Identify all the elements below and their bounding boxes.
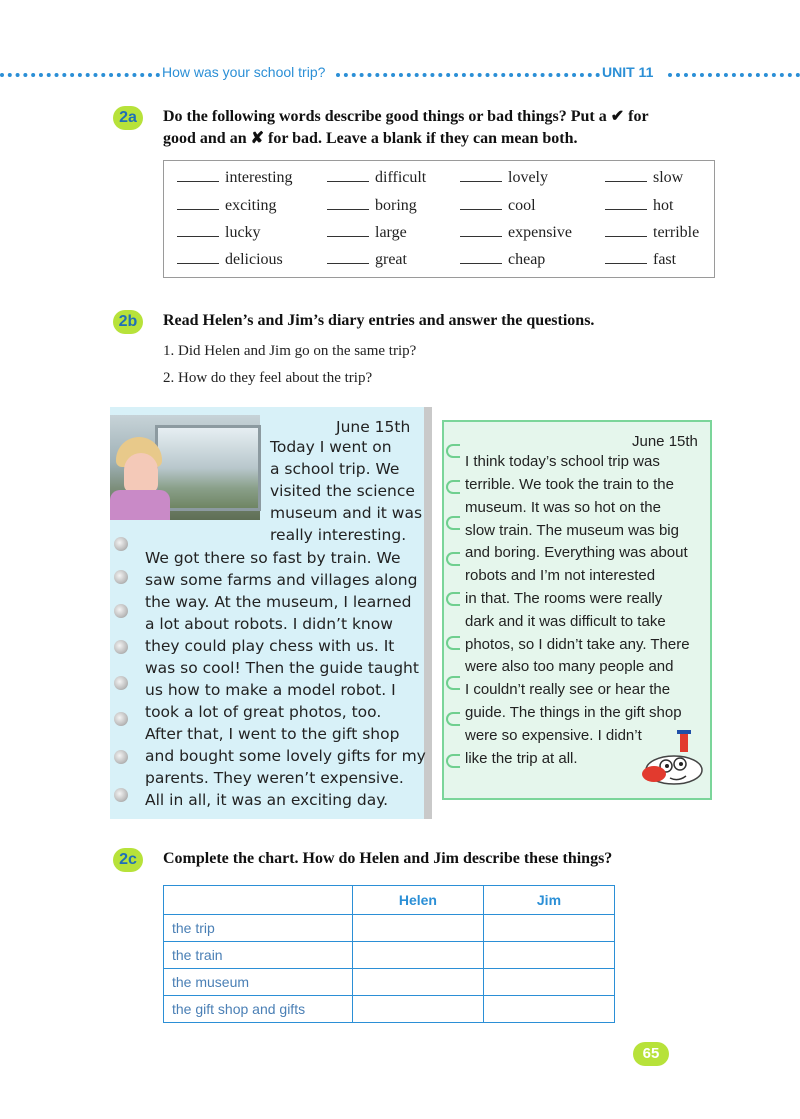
answer-blank[interactable] [460, 224, 502, 237]
page-number: 65 [633, 1042, 669, 1066]
spiral-hook-icon [446, 712, 460, 726]
jim-diary-line: museum. It was so hot on the [465, 499, 661, 516]
spiral-hook-icon [446, 516, 460, 530]
answer-blank[interactable] [605, 251, 647, 264]
word-item[interactable]: boring [327, 197, 417, 215]
helen-diary-line: museum and it was [270, 504, 423, 522]
helen-diary-line: was so cool! Then the guide taught [145, 659, 419, 677]
binder-ring-icon [114, 604, 128, 618]
chart-cell-helen[interactable] [352, 942, 483, 969]
word-item[interactable]: cheap [460, 251, 545, 269]
jim-diary-line: terrible. We took the train to the [465, 476, 674, 493]
chart-cell-jim[interactable] [483, 996, 614, 1023]
spiral-hook-icon [446, 636, 460, 650]
helen-diary-line: us how to make a model robot. I [145, 681, 396, 699]
chart-cell-jim[interactable] [483, 915, 614, 942]
helen-diary-line: visited the science [270, 482, 415, 500]
helen-diary-line: Today I went on [270, 438, 392, 456]
answer-blank[interactable] [460, 251, 502, 264]
helen-diary-line: After that, I went to the gift shop [145, 725, 400, 743]
jim-diary-line: I couldn’t really see or hear the [465, 681, 671, 698]
chart-cell-jim[interactable] [483, 942, 614, 969]
chart-row-label: the gift shop and gifts [164, 996, 353, 1023]
jim-diary-line: I think today’s school trip was [465, 453, 660, 470]
answer-blank[interactable] [460, 169, 502, 182]
chart-cell-jim[interactable] [483, 969, 614, 996]
instruction-2a-line1: Do the following words describe good things or bad things? Put a ✔ for [163, 108, 649, 125]
jim-diary-line: photos, so I didn’t take any. There [465, 636, 690, 653]
table-row [164, 996, 615, 1023]
instruction-2c: Complete the chart. How do Helen and Jim describe these things? [163, 850, 613, 867]
binder-ring-icon [114, 537, 128, 551]
word-item[interactable]: terrible [605, 224, 699, 242]
jim-diary-line: were so expensive. I didn’t [465, 727, 642, 744]
chart-header-empty [164, 886, 353, 915]
word-item[interactable]: lucky [177, 224, 261, 242]
helen-diary-line: they could play chess with us. It [145, 637, 395, 655]
girl-on-train-photo [110, 415, 260, 520]
table-row [164, 915, 615, 942]
question-2: 2. How do they feel about the trip? [163, 370, 373, 386]
spiral-hook-icon [446, 480, 460, 494]
helen-diary-line: and bought some lovely gifts for my [145, 747, 426, 765]
header-dots-middle [336, 73, 600, 77]
jim-diary-line: robots and I’m not interested [465, 567, 656, 584]
lesson-title: How was your school trip? [162, 64, 326, 80]
helen-diary-line: parents. They weren’t expensive. [145, 769, 404, 787]
binder-ring-icon [114, 712, 128, 726]
helen-diary-date: June 15th [336, 418, 411, 436]
word-item[interactable]: interesting [177, 169, 293, 187]
helen-diary-line: a lot about robots. I didn’t know [145, 615, 393, 633]
jim-diary-line: dark and it was difficult to take [465, 613, 666, 630]
instruction-2a-line2: good and an ✘ for bad. Leave a blank if they can mean both. [163, 130, 578, 147]
helen-diary-line: took a lot of great photos, too. [145, 703, 382, 721]
word-item[interactable]: difficult [327, 169, 426, 187]
answer-blank[interactable] [605, 224, 647, 237]
chart-cell-helen[interactable] [352, 996, 483, 1023]
chart-cell-helen[interactable] [352, 915, 483, 942]
answer-blank[interactable] [177, 169, 219, 182]
chart-row-label: the train [164, 942, 353, 969]
chart-row-label: the trip [164, 915, 353, 942]
word-item[interactable]: expensive [460, 224, 572, 242]
word-item[interactable]: hot [605, 197, 673, 215]
robot-icon [640, 728, 706, 788]
answer-blank[interactable] [327, 197, 369, 210]
spiral-hook-icon [446, 754, 460, 768]
word-item[interactable]: fast [605, 251, 676, 269]
helen-diary-line: the way. At the museum, I learned [145, 593, 412, 611]
answer-blank[interactable] [605, 197, 647, 210]
word-item[interactable]: large [327, 224, 407, 242]
word-item[interactable]: exciting [177, 197, 277, 215]
jim-diary-line: slow train. The museum was big [465, 522, 679, 539]
helen-diary-line: We got there so fast by train. We [145, 549, 401, 567]
helen-diary-line: All in all, it was an exciting day. [145, 791, 389, 809]
word-item[interactable]: cool [460, 197, 536, 215]
answer-blank[interactable] [177, 224, 219, 237]
chart-header-jim: Jim [483, 886, 614, 915]
answer-blank[interactable] [177, 197, 219, 210]
word-item[interactable]: slow [605, 169, 683, 187]
helen-diary-line: a school trip. We [270, 460, 400, 478]
section-badge-2a: 2a [113, 106, 143, 130]
header-dots-right [668, 73, 800, 77]
helen-diary-line: saw some farms and villages along [145, 571, 418, 589]
binder-ring-icon [114, 640, 128, 654]
binder-ring-icon [114, 676, 128, 690]
helen-diary-line: really interesting. [270, 526, 407, 544]
jim-diary-line: were also too many people and [465, 658, 674, 675]
robot-hat-icon [680, 732, 688, 752]
jim-diary-date: June 15th [632, 433, 698, 450]
jim-diary-line: like the trip at all. [465, 750, 578, 767]
spiral-hook-icon [446, 444, 460, 458]
answer-blank[interactable] [460, 197, 502, 210]
jim-diary-line: in that. The rooms were really [465, 590, 663, 607]
chart-header-helen: Helen [352, 886, 483, 915]
answer-blank[interactable] [327, 224, 369, 237]
spiral-hook-icon [446, 592, 460, 606]
table-row [164, 942, 615, 969]
answer-blank[interactable] [327, 169, 369, 182]
spiral-hook-icon [446, 552, 460, 566]
table-row [164, 969, 615, 996]
jim-diary-line: and boring. Everything was about [465, 544, 688, 561]
unit-label: UNIT 11 [602, 64, 654, 80]
binder-ring-icon [114, 750, 128, 764]
answer-blank[interactable] [177, 251, 219, 264]
jim-diary-line: guide. The things in the gift shop [465, 704, 682, 721]
answer-blank[interactable] [605, 169, 647, 182]
section-badge-2c: 2c [113, 848, 143, 872]
instruction-2b: Read Helen’s and Jim’s diary entries and answer the questions. [163, 312, 595, 329]
word-item[interactable]: delicious [177, 251, 283, 269]
word-item[interactable]: lovely [460, 169, 548, 187]
spiral-hook-icon [446, 676, 460, 690]
chart-cell-helen[interactable] [352, 969, 483, 996]
header-dots-left [0, 73, 160, 77]
chart-row-label: the museum [164, 969, 353, 996]
question-1: 1. Did Helen and Jim go on the same trip? [163, 343, 417, 359]
binder-ring-icon [114, 570, 128, 584]
word-item[interactable]: great [327, 251, 407, 269]
section-badge-2b: 2b [113, 310, 143, 334]
comparison-chart [163, 885, 615, 1023]
answer-blank[interactable] [327, 251, 369, 264]
binder-ring-icon [114, 788, 128, 802]
